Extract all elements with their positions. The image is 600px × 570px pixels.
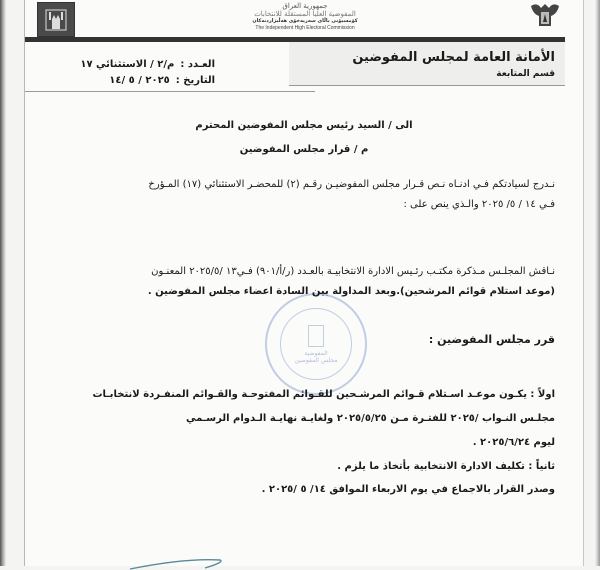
addressee-line: الى / السيد رئيس مجلس المفوضين المحترم <box>195 120 413 131</box>
discussion-line-2: (موعد استلام قوائم المرشحين).وبعد المداولة بين السادة اعضاء مجلس المفوضين . <box>147 286 555 297</box>
reference-date-label: التاريخ : <box>175 75 215 86</box>
secretariat-title: الأمانة العامة لمجلس المفوضين <box>352 50 555 65</box>
document-page <box>24 0 584 566</box>
reference-divider <box>25 91 315 92</box>
intro-line-1: نـدرج لسيادتكم فـي ادنـاه نـص قـرار مجلس المفوضيـن رقـم (٢) للمحضـر الاستثنائي (١٧) المـؤرخ <box>148 179 555 190</box>
reference-date-row <box>55 73 215 89</box>
iraq-emblem-icon <box>527 0 563 30</box>
reference-number-row <box>55 57 215 73</box>
reference-block <box>55 57 215 89</box>
reference-number-label: العـدد : <box>180 59 215 70</box>
department-name: قسم المتابعة <box>496 69 555 79</box>
reference-number-value: م/٢ / الاستثنائي ١٧ <box>80 59 175 70</box>
decision-second: ثانياً : تكليف الادارة الانتخابية بأتخاذ ما يلزم . <box>337 461 555 472</box>
intro-line-2: فـي ١٤ / ٥/ ٢٠٢٥ والـذي ينص على : <box>403 199 555 210</box>
closing-line: وصدر القرار بالاجماع في يوم الاربعاء الموافق ١٤/ ٥ /٢٠٢٥ . <box>261 484 555 495</box>
decision-heading: قرر مجلس المفوضين : <box>428 333 555 346</box>
commission-name-kurdish: كۆمسیۆنی باڵای سەربەخۆی هەڵبژاردنەکان <box>252 18 358 24</box>
reference-date-value: ٢٠٢٥ / ٥ /١٤ <box>109 75 170 86</box>
scan-edge-right <box>595 0 600 566</box>
subject-line: م / قرار مجلس المفوضين <box>239 144 369 155</box>
commission-name-arabic: المفوضية العليا المستقلة للانتخابات <box>254 10 356 18</box>
commission-name-header <box>229 2 381 31</box>
stamp-text-2: مجلس المفوضين <box>294 356 338 364</box>
decision-first-line-3: ليوم ٢٠٢٥/٦/٢٤ . <box>472 437 555 448</box>
discussion-line-1: نـاقش المجلـس مـذكرة مكتـب رئـيس الادارة الانتخابيـة بالعـدد (ر/أ/٩٠١) فـي١٣ /٢٠٢٥/٥ المعنـون <box>151 266 555 277</box>
signature-mark <box>125 556 235 570</box>
ballot-hand-icon <box>43 7 69 33</box>
republic-name: جمهورية العراق <box>282 2 328 10</box>
commission-logo-icon <box>37 2 75 37</box>
secretariat-box <box>289 42 565 86</box>
commission-name-english: The Independent High Electoral Commission <box>255 25 355 31</box>
decision-first-line-2: مجلـس النـواب /٢٠٢٥ للفتـرة مـن ٢٠٢٥/٥/٢٥ ولغايـة نهايـة الـدوام الرسـمي <box>186 413 555 424</box>
stamp-text-1: المفوضية <box>304 349 328 357</box>
scan-edge-left <box>0 0 6 566</box>
decision-first-line-1: اولاً : يكـون موعـد اسـتلام قـوائم المرشـحين للقـوائم المفتوحـة والقـوائم المنفـردة لانتخابـات <box>92 389 555 400</box>
